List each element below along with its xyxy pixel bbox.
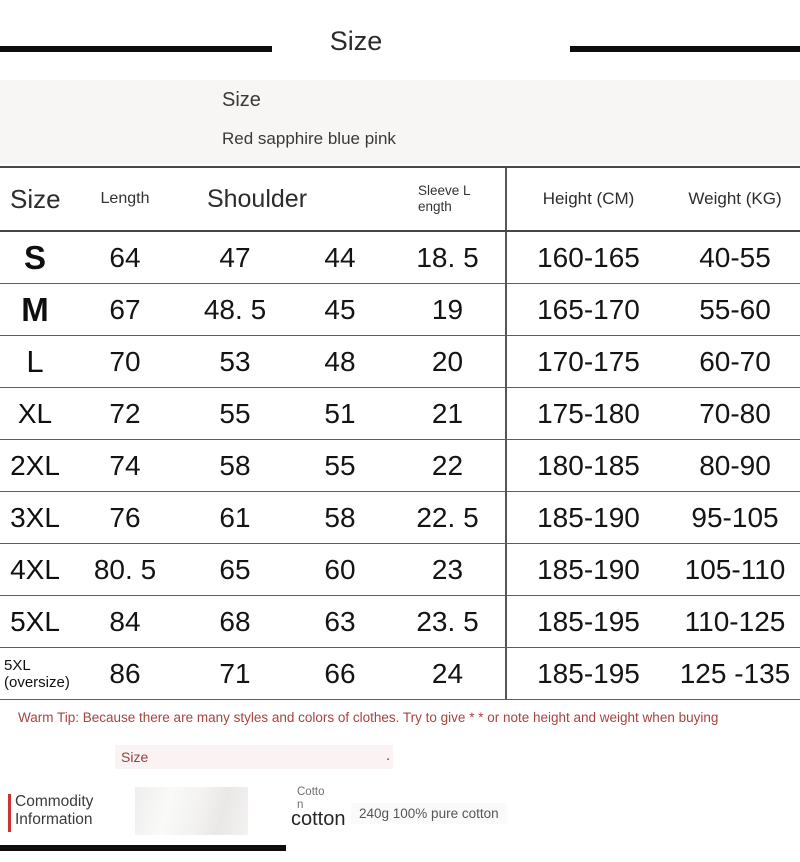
measurement-cell: 110-125 xyxy=(684,605,786,637)
commodity-heading-line2: Information xyxy=(15,810,93,828)
commodity-heading xyxy=(15,793,93,828)
measurement-cell: 71 xyxy=(219,657,251,689)
size-note-dot: . xyxy=(386,747,391,764)
table-row xyxy=(0,440,800,492)
measurement-cell: 40-55 xyxy=(699,241,771,273)
measurement-cell: 180-185 xyxy=(505,440,670,491)
measurement-cell: 55 xyxy=(324,449,356,481)
measurement-cell: 45 xyxy=(324,293,356,325)
color-panel xyxy=(0,80,800,164)
measurement-cell: 185-190 xyxy=(505,544,670,595)
warm-tip-text: Warm Tip: Because there are many styles and colors of clothes. Try to give * * or note height and weight when buying xyxy=(18,710,719,725)
size-note-label: Size xyxy=(121,749,149,765)
measurement-cell: 60 xyxy=(324,553,356,585)
column-header-height: Height (CM) xyxy=(505,168,670,230)
measurement-cell: 60-70 xyxy=(699,345,771,377)
measurement-cell: 175-180 xyxy=(505,388,670,439)
measurement-cell: 48. 5 xyxy=(203,293,267,325)
measurement-cell: 66 xyxy=(324,657,356,689)
panel-color-options: Red sapphire blue pink xyxy=(222,129,396,148)
column-header-size: Size xyxy=(10,183,61,214)
measurement-cell: 65 xyxy=(219,553,251,585)
measurement-cell: 160-165 xyxy=(505,232,670,283)
table-body xyxy=(0,232,800,700)
measurement-cell: 86 xyxy=(109,657,141,689)
commodity-heading-line1: Commodity xyxy=(15,793,94,810)
measurement-cell: 22. 5 xyxy=(416,501,479,533)
table-row xyxy=(0,284,800,336)
table-row xyxy=(0,492,800,544)
measurement-cell: 165-170 xyxy=(505,284,670,335)
measurement-cell: 47 xyxy=(219,241,251,273)
measurement-cell: 48 xyxy=(324,345,356,377)
size-cell: 2XL xyxy=(10,449,60,481)
measurement-cell: 24 xyxy=(431,657,464,689)
column-header-length: Length xyxy=(100,190,150,207)
measurement-cell: 67 xyxy=(109,293,141,325)
measurement-cell: 58 xyxy=(219,449,251,481)
measurement-cell: 21 xyxy=(431,397,464,429)
bottom-divider-bar xyxy=(0,845,286,851)
measurement-cell: 44 xyxy=(324,241,356,273)
measurement-cell: 76 xyxy=(109,501,141,533)
size-cell: 3XL xyxy=(10,501,60,533)
table-row xyxy=(0,648,800,700)
size-note-highlight xyxy=(115,745,393,769)
measurement-cell: 61 xyxy=(219,501,251,533)
measurement-cell: 22 xyxy=(431,449,464,481)
size-cell: L xyxy=(26,343,44,379)
sleeve-header-line1: Sleeve L xyxy=(418,183,471,198)
measurement-cell: 72 xyxy=(109,397,141,429)
measurement-cell: 55 xyxy=(219,397,251,429)
table-row xyxy=(0,596,800,648)
measurement-cell: 55-60 xyxy=(699,293,771,325)
size-cell: S xyxy=(23,238,46,276)
fabric-swatch-image xyxy=(135,787,248,835)
column-header-shoulder: Shoulder xyxy=(206,184,308,213)
measurement-cell: 105-110 xyxy=(684,553,786,585)
size-cell: XL xyxy=(17,397,53,429)
size-table xyxy=(0,166,800,700)
measurement-cell: 84 xyxy=(109,605,141,637)
table-row xyxy=(0,388,800,440)
table-row xyxy=(0,232,800,284)
measurement-cell: 70-80 xyxy=(699,397,771,429)
size-cell: 5XL (oversize) xyxy=(4,656,70,691)
measurement-cell: 68 xyxy=(219,605,251,637)
measurement-cell: 170-175 xyxy=(505,336,670,387)
measurement-cell: 125 -135 xyxy=(679,657,791,689)
column-header-weight: Weight (KG) xyxy=(688,189,782,208)
size-cell: M xyxy=(21,290,49,328)
measurement-cell: 185-190 xyxy=(505,492,670,543)
measurement-cell: 185-195 xyxy=(505,648,670,699)
table-row xyxy=(0,336,800,388)
table-header-row xyxy=(0,168,800,232)
page-title: Size xyxy=(329,26,383,56)
material-name: cotton xyxy=(291,808,346,830)
column-header-sleeve-length xyxy=(390,168,505,230)
commodity-accent-bar xyxy=(8,794,11,832)
measurement-cell: 53 xyxy=(219,345,251,377)
measurement-cell: 80-90 xyxy=(699,449,771,481)
measurement-cell: 18. 5 xyxy=(416,241,479,273)
size-cell: 5XL xyxy=(10,605,60,637)
panel-heading: Size xyxy=(222,89,261,111)
table-row xyxy=(0,544,800,596)
material-description: 240g 100% pure cotton xyxy=(351,803,507,824)
measurement-cell: 51 xyxy=(324,397,356,429)
material-small-line1: Cotto xyxy=(297,786,325,798)
measurement-cell: 185-195 xyxy=(505,596,670,647)
measurement-cell: 64 xyxy=(109,241,141,273)
measurement-cell: 95-105 xyxy=(691,501,779,533)
title-divider-bar-right xyxy=(570,46,800,52)
sleeve-header-line2: ength xyxy=(418,199,452,214)
measurement-cell: 74 xyxy=(109,449,141,481)
material-small-line2: n xyxy=(297,799,304,811)
measurement-cell: 80. 5 xyxy=(93,553,157,585)
measurement-cell: 70 xyxy=(109,345,141,377)
measurement-cell: 58 xyxy=(324,501,356,533)
measurement-cell: 23 xyxy=(431,553,464,585)
measurement-cell: 19 xyxy=(431,293,464,325)
measurement-cell: 23. 5 xyxy=(416,605,479,637)
size-cell: 4XL xyxy=(10,553,60,585)
measurement-cell: 63 xyxy=(324,605,356,637)
measurement-cell: 20 xyxy=(431,345,464,377)
